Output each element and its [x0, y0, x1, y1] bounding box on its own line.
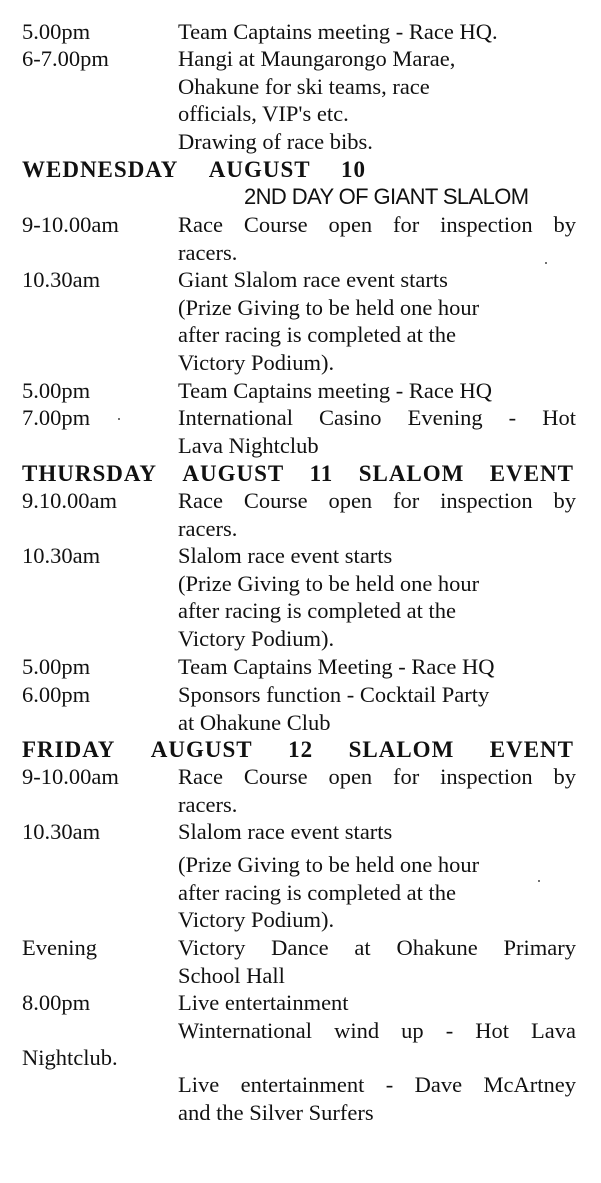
entry-line: Sponsors function - Cocktail Party [178, 682, 490, 707]
entry-line: Victory Podium). [178, 349, 335, 375]
word: - [385, 1072, 394, 1097]
word: - [445, 1017, 454, 1043]
word: wind [334, 1017, 380, 1043]
entry-line: School Hall [178, 962, 285, 988]
word: Victory [178, 935, 246, 960]
entry-line: after racing is completed at the [178, 598, 456, 623]
word: Winternational [178, 1017, 313, 1043]
entry-time: Nightclub. [22, 1045, 118, 1070]
day-heading-thursday [22, 460, 574, 488]
word: AUGUST [182, 461, 285, 486]
entry-time: 9.10.00am [22, 488, 117, 513]
entry-line-justified [178, 487, 576, 515]
entry-description [178, 404, 576, 459]
word: entertainment [240, 1072, 365, 1097]
entry-description [178, 211, 576, 266]
word: FRIDAY [22, 737, 116, 762]
word: Primary [503, 935, 576, 960]
word: for [393, 488, 420, 513]
scan-speck [545, 262, 547, 264]
word: McArtney [483, 1072, 576, 1097]
entry-line: at Ohakune Club [178, 709, 331, 735]
entry-time: 10.30am [22, 267, 101, 292]
entry-description [178, 818, 576, 846]
word: WEDNESDAY [22, 157, 179, 182]
word: Course [243, 488, 308, 513]
word: Race [178, 764, 223, 789]
word: up [401, 1017, 424, 1043]
entry-line: Team Captains meeting - Race HQ. [178, 19, 498, 44]
entry-description [178, 989, 576, 1044]
day-heading-friday [22, 736, 574, 764]
word: Race [178, 488, 223, 513]
entry-time: 7.00pm [22, 405, 91, 430]
entry-time: 10.30am [22, 543, 101, 568]
entry-time: 5.00pm [22, 378, 91, 403]
entry-time: 10.30am [22, 819, 101, 844]
word: Live [178, 1072, 220, 1097]
entry-line: after racing is completed at the [178, 322, 456, 347]
entry-line: Hangi at Maungarongo Marae, [178, 46, 456, 71]
word: Dance [271, 935, 329, 960]
entry-line: Team Captains meeting - Race HQ [178, 378, 492, 403]
entry-line: Giant Slalom race event starts [178, 267, 448, 292]
entry-line: Slalom race event starts [178, 819, 393, 844]
word: for [393, 764, 420, 789]
word: Ohakune [396, 935, 478, 960]
word: EVENT [489, 737, 574, 762]
word: Hot [475, 1017, 509, 1043]
entry-description [178, 377, 576, 405]
day-heading-wednesday [22, 156, 366, 184]
word: by [553, 212, 576, 237]
word: inspection [440, 764, 533, 789]
word: SLALOM [348, 737, 455, 762]
word: - [508, 405, 517, 430]
word: AUGUST [150, 737, 253, 762]
entry-line-justified [178, 934, 576, 962]
entry-line: Team Captains Meeting - Race HQ [178, 654, 495, 679]
word: for [393, 212, 420, 237]
entry-line: and the Silver Surfers [178, 1099, 374, 1125]
entry-line: racers. [178, 515, 238, 541]
entry-description [178, 45, 576, 155]
entry-line-justified [178, 211, 576, 239]
entry-line: racers. [178, 239, 238, 265]
word: 12 [288, 737, 314, 762]
entry-description [178, 653, 576, 681]
entry-description [178, 763, 576, 818]
entry-line: (Prize Giving to be held one hour [178, 852, 480, 877]
word: by [553, 764, 576, 789]
entry-time: 8.00pm [22, 990, 91, 1015]
entry-line-justified [178, 1017, 576, 1045]
entry-time: 5.00pm [22, 19, 91, 44]
entry-line: Lava Nightclub [178, 432, 319, 458]
word: open [328, 764, 373, 789]
entry-line: after racing is completed at the [178, 879, 456, 905]
entry-line-justified [178, 404, 576, 432]
entry-line: Victory Podium). [178, 907, 335, 932]
entry-time: 9-10.00am [22, 764, 119, 789]
entry-time: 9-10.00am [22, 212, 119, 237]
word: 11 [309, 461, 334, 486]
entry-description [178, 266, 576, 376]
word: Lava [531, 1017, 576, 1043]
scan-speck [118, 418, 120, 420]
entry-description [178, 851, 576, 934]
word: Evening [407, 405, 483, 430]
word: inspection [440, 212, 533, 237]
entry-time: 6.00pm [22, 682, 91, 707]
word: 10 [341, 157, 366, 182]
entry-description [178, 18, 576, 46]
word: by [553, 488, 576, 513]
entry-description [178, 1071, 576, 1126]
word: Hot [542, 405, 576, 430]
word: EVENT [489, 461, 574, 486]
word: at [354, 935, 371, 960]
entry-time: 5.00pm [22, 654, 91, 679]
word: open [328, 488, 373, 513]
entry-line: (Prize Giving to be held one hour [178, 570, 480, 596]
scan-speck [538, 880, 540, 882]
entry-line-justified [178, 1071, 576, 1099]
entry-time: 6-7.00pm [22, 46, 109, 71]
word: SLALOM [358, 461, 465, 486]
entry-line: (Prize Giving to be held one hour [178, 294, 480, 320]
word: open [328, 212, 373, 237]
entry-line: Slalom race event starts [178, 543, 393, 568]
word: Course [243, 212, 308, 237]
entry-line-justified [178, 763, 576, 791]
word: AUGUST [208, 157, 311, 182]
word: Course [243, 764, 308, 789]
day-subheading-wednesday: 2ND DAY OF GIANT SLALOM [244, 184, 529, 209]
entry-description [178, 487, 576, 542]
entry-description [178, 542, 576, 652]
entry-line: Live entertainment [178, 990, 349, 1015]
word: Race [178, 212, 223, 237]
entry-line: officials, VIP's etc. [178, 101, 349, 126]
word: Dave [414, 1072, 463, 1097]
word: THURSDAY [22, 461, 157, 486]
entry-line: Ohakune for ski teams, race [178, 73, 430, 99]
entry-line: racers. [178, 791, 238, 817]
word: inspection [440, 488, 533, 513]
entry-description [178, 681, 576, 736]
entry-line: Drawing of race bibs. [178, 128, 373, 154]
entry-description [178, 934, 576, 989]
word: International [178, 405, 293, 430]
entry-line: Victory Podium). [178, 625, 335, 651]
entry-time: Evening [22, 935, 97, 960]
word: Casino [319, 405, 382, 430]
